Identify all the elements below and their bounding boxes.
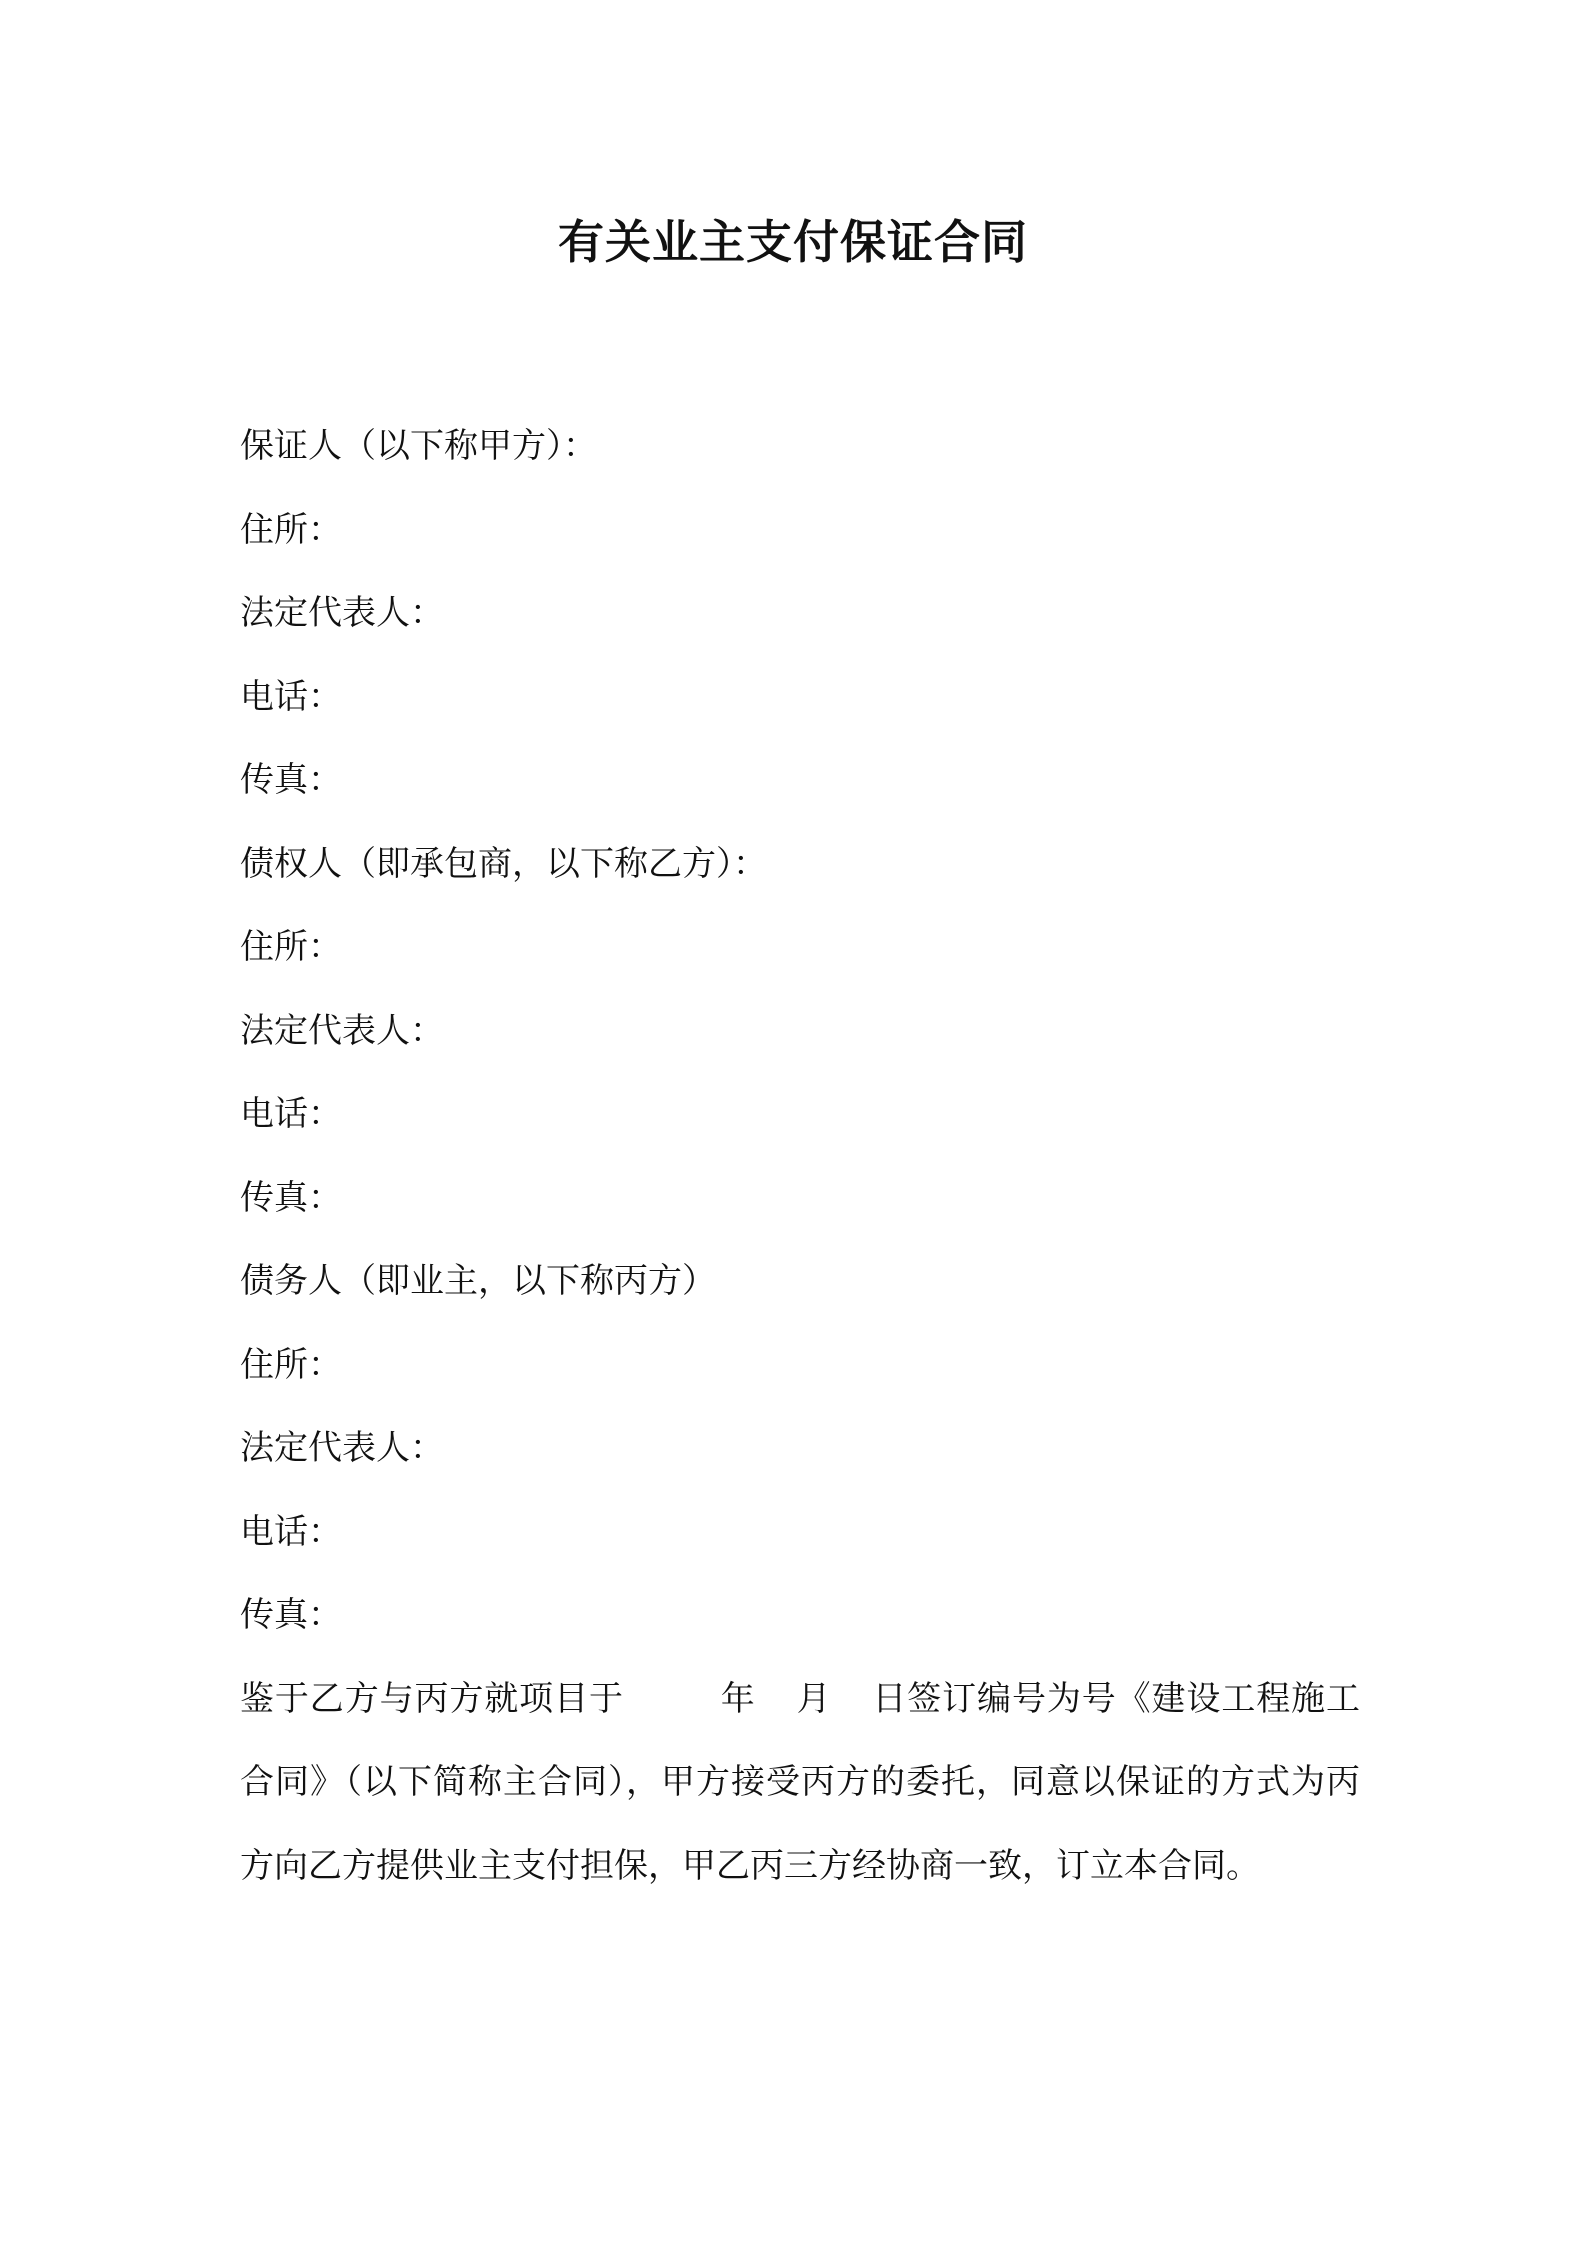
document-title: 有关业主支付保证合同 bbox=[558, 215, 1028, 269]
creditor-fax-label: 传真： bbox=[240, 1177, 342, 1218]
debtor-phone-label: 电话： bbox=[240, 1511, 342, 1552]
guarantor-fax-label: 传真： bbox=[240, 760, 342, 800]
debtor-label: 债务人（即业主，以下称丙方） bbox=[240, 1261, 716, 1301]
preamble-month: 月 bbox=[795, 1678, 832, 1719]
debtor-address-label: 住所： bbox=[240, 1344, 342, 1385]
debtor-legal-rep-label: 法定代表人： bbox=[240, 1428, 444, 1468]
debtor-fax-label: 传真： bbox=[240, 1595, 342, 1635]
preamble-text-rest: 日签订编号为号《建设工程施工合同》（以下简称主合同），甲方接受丙方的委托，同意以保证的方式为丙方向乙方提供业主支付担保，甲乙丙三方经协商一致，订立本合同。 bbox=[240, 1678, 1361, 1886]
preamble-year: 年 bbox=[719, 1678, 756, 1719]
creditor-label: 债权人（即承包商，以下称乙方）： bbox=[240, 843, 767, 884]
preamble-text-start: 鉴于乙方与丙方就项目于 bbox=[240, 1678, 624, 1719]
guarantor-legal-rep-label: 法定代表人： bbox=[240, 593, 444, 633]
preamble-paragraph bbox=[240, 1658, 1360, 1909]
creditor-legal-rep-label: 法定代表人： bbox=[240, 1010, 444, 1051]
guarantor-phone-label: 电话： bbox=[240, 676, 342, 717]
document-body bbox=[240, 405, 1360, 1908]
guarantor-address-label: 住所： bbox=[240, 509, 342, 550]
guarantor-label: 保证人（以下称甲方）： bbox=[240, 426, 597, 466]
creditor-phone-label: 电话： bbox=[240, 1094, 342, 1134]
creditor-address-label: 住所： bbox=[240, 927, 342, 967]
